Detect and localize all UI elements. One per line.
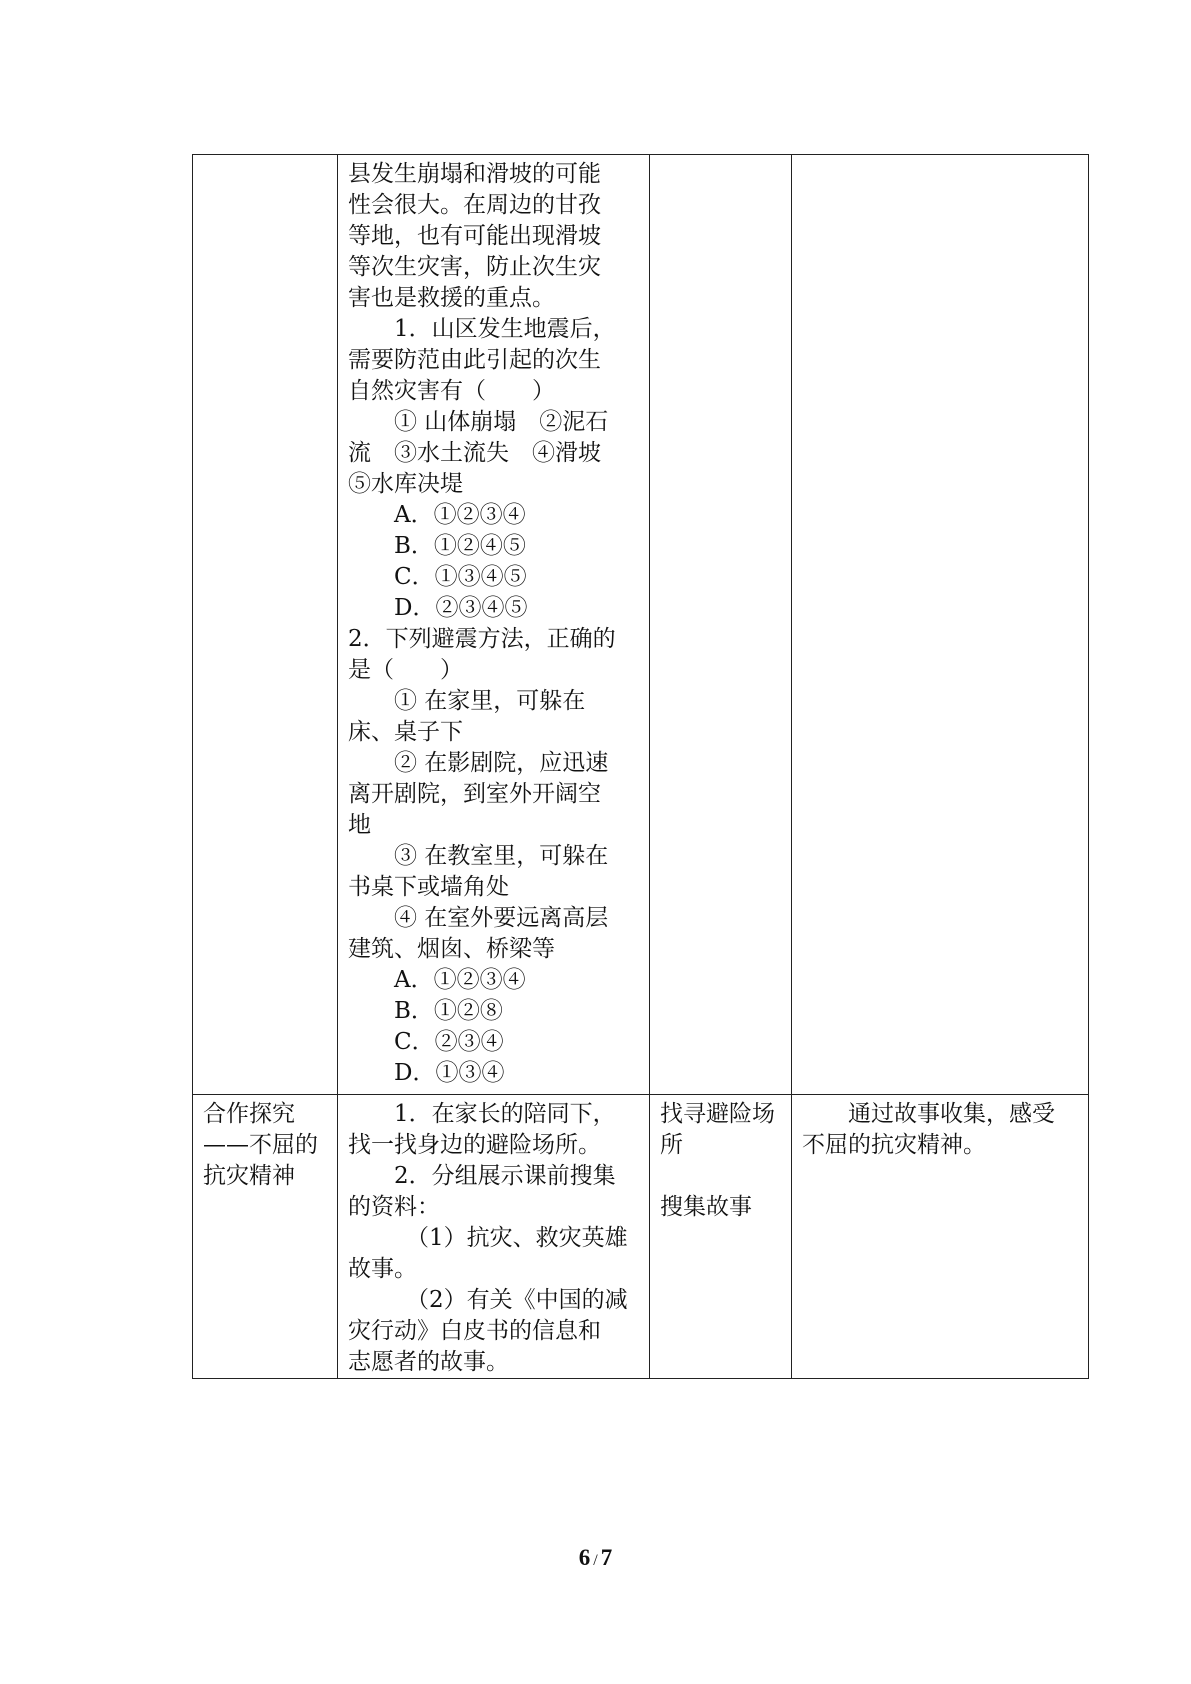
text-line: 搜集故事 [660,1194,752,1220]
text-line: ⑤水库决堤 [348,471,463,497]
text-line: 自然灾害有（ ） [348,378,555,404]
text-line: ② 在影剧院，应迅速 [394,750,609,776]
text-line: 县发生崩塌和滑坡的可能 [348,161,601,187]
text-line [660,1161,781,1192]
page-separator: / [593,1552,598,1569]
text-line: 书桌下或墙角处 [348,874,509,900]
table-row [193,1095,1089,1379]
total-pages: 7 [600,1545,613,1570]
text-line: 通过故事收集，感受 [848,1101,1055,1127]
text-line: 流 ③水土流失 ④滑坡 [348,440,601,466]
table-cell-stage [193,155,338,1095]
text-line: 不屈的抗灾精神。 [802,1132,986,1158]
table-cell-content [338,155,650,1095]
page-number [0,1545,1191,1571]
text-line: ④ 在室外要远离高层 [394,905,609,931]
text-line: 1．在家长的陪同下， [394,1101,616,1127]
text-line: 性会很大。在周边的甘孜 [348,192,601,218]
text-line: 建筑、烟囱、桥梁等 [348,936,555,962]
lesson-plan-table [192,154,1089,1379]
content-lines [348,1095,639,1378]
text-line: ① 在家里，可躲在 [394,688,586,714]
text-line: 所 [660,1132,683,1158]
text-line: 地 [348,812,371,838]
text-line: 2．下列避震方法，正确的 [348,626,616,652]
text-line: B．①②⑧ [394,998,503,1024]
text-line: 等地，也有可能出现滑坡 [348,223,601,249]
text-line: ① 山体崩塌 ②泥石 [394,409,609,435]
text-line: 害也是救援的重点。 [348,285,555,311]
table-cell-content [338,1095,650,1379]
text-line: 等次生灾害，防止次生灾 [348,254,601,280]
text-line: （2）有关《中国的减 [406,1287,628,1313]
text-line: A．①②③④ [394,967,526,993]
text-line: 抗灾精神 [203,1163,295,1189]
text-line: 故事。 [348,1256,417,1282]
table-cell-student-activity [650,1095,792,1379]
text-line: C．②③④ [394,1029,504,1055]
text-line: 找一找身边的避险场所。 [348,1132,601,1158]
text-line: 是（ ） [348,657,463,683]
text-line: 离开剧院，到室外开阔空 [348,781,601,807]
table-cell-stage [193,1095,338,1379]
text-line: 床、桌子下 [348,719,463,745]
activity-lines [660,1095,781,1223]
table-cell-design-intent [792,1095,1089,1379]
text-line: 2．分组展示课前搜集 [394,1163,616,1189]
text-line: B．①②④⑤ [394,533,526,559]
text-line: 志愿者的故事。 [348,1349,509,1375]
text-line: D．①③④ [394,1060,505,1086]
table-row [193,155,1089,1095]
text-line: 需要防范由此引起的次生 [348,347,601,373]
table-cell-student-activity [650,155,792,1095]
current-page: 6 [578,1545,591,1570]
intent-lines [802,1095,1078,1161]
text-line: 灾行动》白皮书的信息和 [348,1318,601,1344]
text-line: 1．山区发生地震后， [394,316,616,342]
content-lines [348,155,639,1089]
text-line: ③ 在教室里，可躲在 [394,843,609,869]
text-line: 合作探究 [203,1101,295,1127]
table-cell-design-intent [792,155,1089,1095]
text-line: 找寻避险场 [660,1101,775,1127]
text-line: （1）抗灾、救灾英雄 [406,1225,628,1251]
text-line: D．②③④⑤ [394,595,528,621]
text-line: A．①②③④ [394,502,526,528]
text-line: 的资料： [348,1194,440,1220]
text-line: ——不屈的 [203,1132,318,1158]
text-line: C．①③④⑤ [394,564,527,590]
stage-title-lines [203,1095,327,1192]
